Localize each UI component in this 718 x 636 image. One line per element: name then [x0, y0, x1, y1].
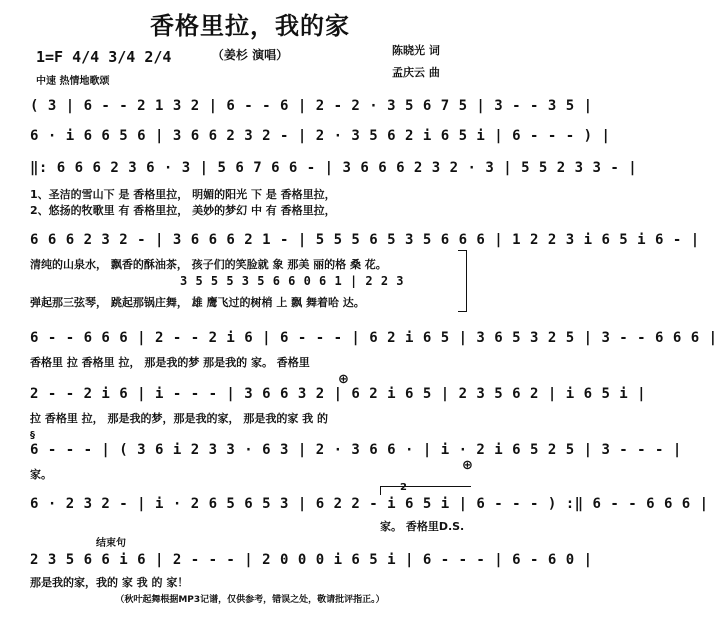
singer-credit: （姜杉 演唱）	[211, 48, 289, 62]
lyricist-credit: 陈晓光 词	[392, 44, 440, 57]
transcription-footnote: （秋叶起舞根据MP3记谱，仅供参考，错误之处，敬请批评指正。）	[115, 595, 385, 605]
score-row-8: 6 · 2 3 2 - | i · 2 6 5 6 5 3 | 6 2 2 - i 6 5 i | 6 - - - ) :‖ 6 - - 6 6 6 |	[30, 496, 709, 512]
score-row-7: 6 - - - | ( 3 6 i 2 3 3 · 6 3 | 2 · 3 6 6 · | i · 2 i 6 5 2 5 | 3 - - - |	[30, 442, 682, 458]
lyric-line-9: 那是我的家，我的 家 我 的 家！	[30, 576, 189, 589]
lyric-line-3b: 2、悠扬的牧歌里 有 香格里拉， 美妙的梦幻 中 有 香格里拉，	[30, 204, 336, 217]
segno-mark: §	[30, 430, 35, 441]
lyric-line-4a: 清纯的山泉水， 飘香的酥油茶， 孩子们的笑脸就 象 那美 丽的格 桑 花。	[30, 258, 387, 271]
repeat-bracket	[458, 250, 467, 312]
score-row-9: 2 3 5 6 6 i 6 | 2 - - - | 2 0 0 0 i 6 5 i | 6 - - - | 6 - 6 0 |	[30, 552, 593, 568]
coda-mark-right: ⊕	[462, 458, 473, 473]
volta-bracket	[380, 486, 471, 495]
song-title: 香格里拉，我的家	[150, 11, 350, 40]
volta-number: 2	[400, 482, 407, 493]
score-row-4-alt: 3 5 5 5 3 5 6 6 0 6 1 | 2 2 3	[180, 274, 405, 288]
ending-label: 结束句	[96, 538, 126, 549]
composer-credit: 孟庆云 曲	[392, 66, 440, 79]
lyric-line-3a: 1、圣洁的雪山下 是 香格里拉， 明媚的阳光 下 是 香格里拉，	[30, 188, 336, 201]
tempo-marking: 中速 热情地歌颂	[36, 76, 110, 87]
lyric-line-5: 香格里 拉 香格里 拉， 那是我的梦 那是我的 家。 香格里	[30, 356, 310, 369]
key-signature: 1=F 4/4 3/4 2/4	[36, 48, 172, 66]
lyric-line-6: 拉 香格里 拉， 那是我的梦，那是我的家， 那是我的家 我 的	[30, 412, 328, 425]
lyric-line-4b: 弹起那三弦琴， 跳起那锅庄舞， 雄 鹰飞过的树梢 上 飘 舞着哈 达。	[30, 296, 365, 309]
lyric-line-8: 家。 香格里D.S.	[380, 520, 465, 533]
coda-mark: ⊕	[338, 372, 349, 387]
score-row-1: ( 3 | 6 - - 2 1 3 2 | 6 - - 6 | 2 - 2 · 3 5 6 7 5 | 3 - - 3 5 |	[30, 98, 593, 114]
score-row-6: 2 - - 2 i 6 | i - - - | 3 6 6 3 2 | 6 2 i 6 5 | 2 3 5 6 2 | i 6 5 i |	[30, 386, 647, 402]
score-row-5: 6 - - 6 6 6 | 2 - - 2 i 6 | 6 - - - | 6 2 i 6 5 | 3 6 5 3 2 5 | 3 - - 6 6 6 |	[30, 330, 718, 346]
score-row-3: ‖: 6 6 6 2 3 6 · 3 | 5 6 7 6 6 - | 3 6 6 6 2 3 2 · 3 | 5 5 2 3 3 - |	[30, 160, 638, 176]
score-row-2: 6 · i 6 6 5 6 | 3 6 6 2 3 2 - | 2 · 3 5 6 2 i 6 5 i | 6 - - - ) |	[30, 128, 611, 144]
score-row-4: 6 6 6 2 3 2 - | 3 6 6 6 2 1 - | 5 5 5 6 5 3 5 6 6 6 | 1 2 2 3 i 6 5 i 6 - |	[30, 232, 700, 248]
lyric-line-7: 家。	[30, 468, 52, 481]
